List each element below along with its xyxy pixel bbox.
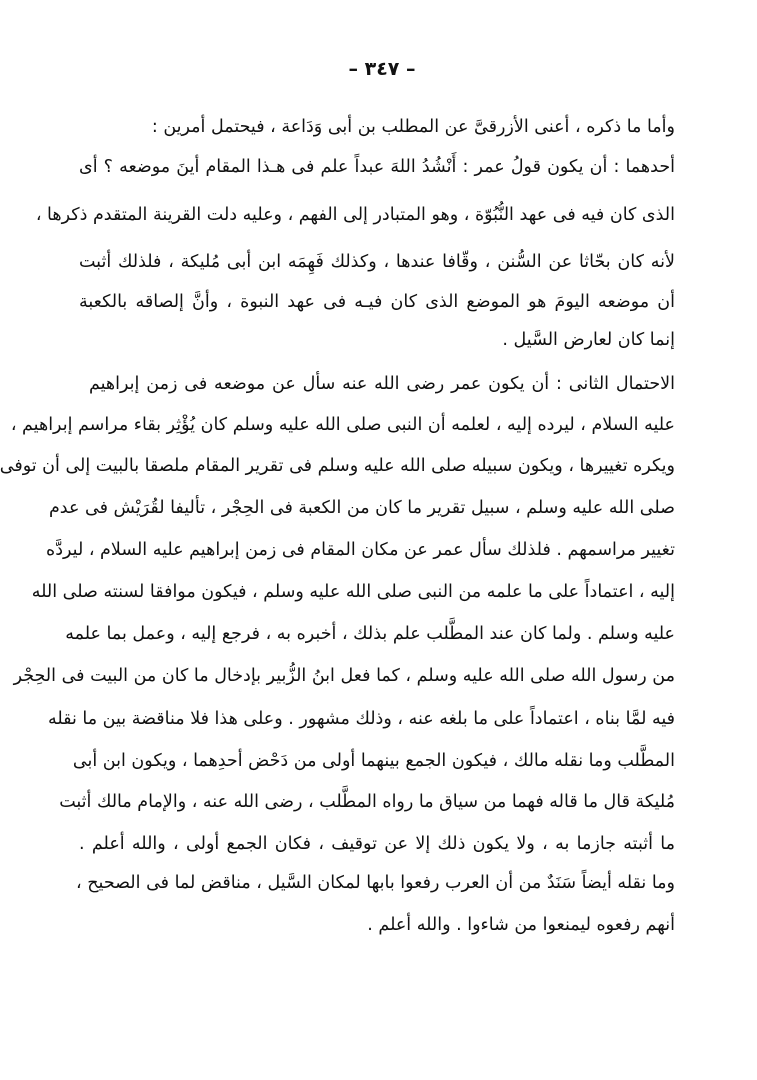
paragraph-second-line-9: فيه لمَّا بناه ، اعتماداً على ما بلغه عنه ، وذلك مشهور . وعلى هذا فلا مناقضة بين ما نقله [47, 709, 675, 729]
paragraph-second-line-7: عليه وسلم . ولما كان عند المطَّلب علم بذلك ، أخبره به ، فرجع إليه ، وعمل بما علمه [65, 624, 675, 644]
paragraph-first-line-5: إنما كان لعارض السَّيل . [502, 330, 675, 350]
paragraph-second-line-13: وما نقله أيضاً سَنَدٌ من أن العرب رفعوا بابها لمكان السَّيل ، مناقض لما فى الصحيح ، [76, 873, 675, 893]
paragraph-first-line-1: أحدهما : أن يكون قولُ عمر : أَنْشُدُ اللهَ عبداً علم فى هـذا المقام أينَ موضعه ؟ أى [79, 157, 675, 177]
paragraph-first-line-3: لأنه كان بحّاثا عن السُّنن ، وقّافا عندها ، وكذلك فَهِمَه ابن أبى مُليكة ، فلذلك أثبت [79, 252, 675, 272]
paragraph-second-line-11: مُليكة قال ما قاله فهما من سياق ما رواه المطَّلب ، رضى الله عنه ، والإمام مالك أثبت [59, 792, 675, 812]
paragraph-second-line-5: تغيير مراسمهم . فلذلك سأل عمر عن مكان المقام فى زمن إبراهيم عليه السلام ، ليردَّه [46, 540, 675, 560]
paragraph-first-line-4: أن موضعه اليومَ هو الموضع الذى كان فيـه فى عهد النبوة ، وأنَّ إلصاقه بالكعبة [79, 292, 675, 312]
paragraph-second-line-10: المطَّلب وما نقله مالك ، فيكون الجمع بينهما أولى من دَحْض أحدِهما ، ويكون ابن أبى [72, 751, 675, 771]
paragraph-second-line-14: أنهم رفعوه ليمنعوا من شاءوا . والله أعلم . [367, 915, 675, 935]
intro-line: وأما ما ذكره ، أعنى الأزرقىَّ عن المطلب بن أبى وَدَاعة ، فيحتمل أمرين : [151, 117, 675, 137]
paragraph-second-line-8: من رسول الله صلى الله عليه وسلم ، كما فعل ابنُ الزُّبير بإدخال ما كان من البيت فى الحِجْر [13, 666, 675, 686]
paragraph-second-line-3: ويكره تغييرها ، ويكون سبيله صلى الله عليه وسلم فى تقرير المقام ملصقا بالبيت إلى أن توفى [0, 456, 675, 476]
page-number: – ٣٤٧ – [348, 58, 416, 80]
paragraph-second-line-1: الاحتمال الثانى : أن يكون عمر رضى الله عنه سأل عن موضعه فى زمن إبراهيم [89, 374, 675, 394]
paragraph-second-line-4: صلى الله عليه وسلم ، سبيل تقرير ما كان من الكعبة فى الحِجْر ، تأليفا لقُرَيْش فى عدم [48, 498, 675, 518]
paragraph-first-line-2: الذى كان فيه فى عهد النُّبُوّة ، وهو المتبادر إلى الفهم ، وعليه دلت القرينة المتقدم ذكرها ، [35, 205, 675, 225]
paragraph-second-line-2: عليه السلام ، ليرده إليه ، لعلمه أن النبى صلى الله عليه وسلم كان يُؤْثِر بقاء مراسم إبراهيم ، [10, 415, 675, 435]
paragraph-second-line-12: ما أثبته جازما به ، ولا يكون ذلك إلا عن توقيف ، فكان الجمع أولى ، والله أعلم . [79, 834, 675, 854]
paragraph-second-line-6: إليه ، اعتماداً على ما علمه من النبى صلى الله عليه وسلم ، فيكون موافقا لسنته صلى الله [31, 582, 675, 602]
